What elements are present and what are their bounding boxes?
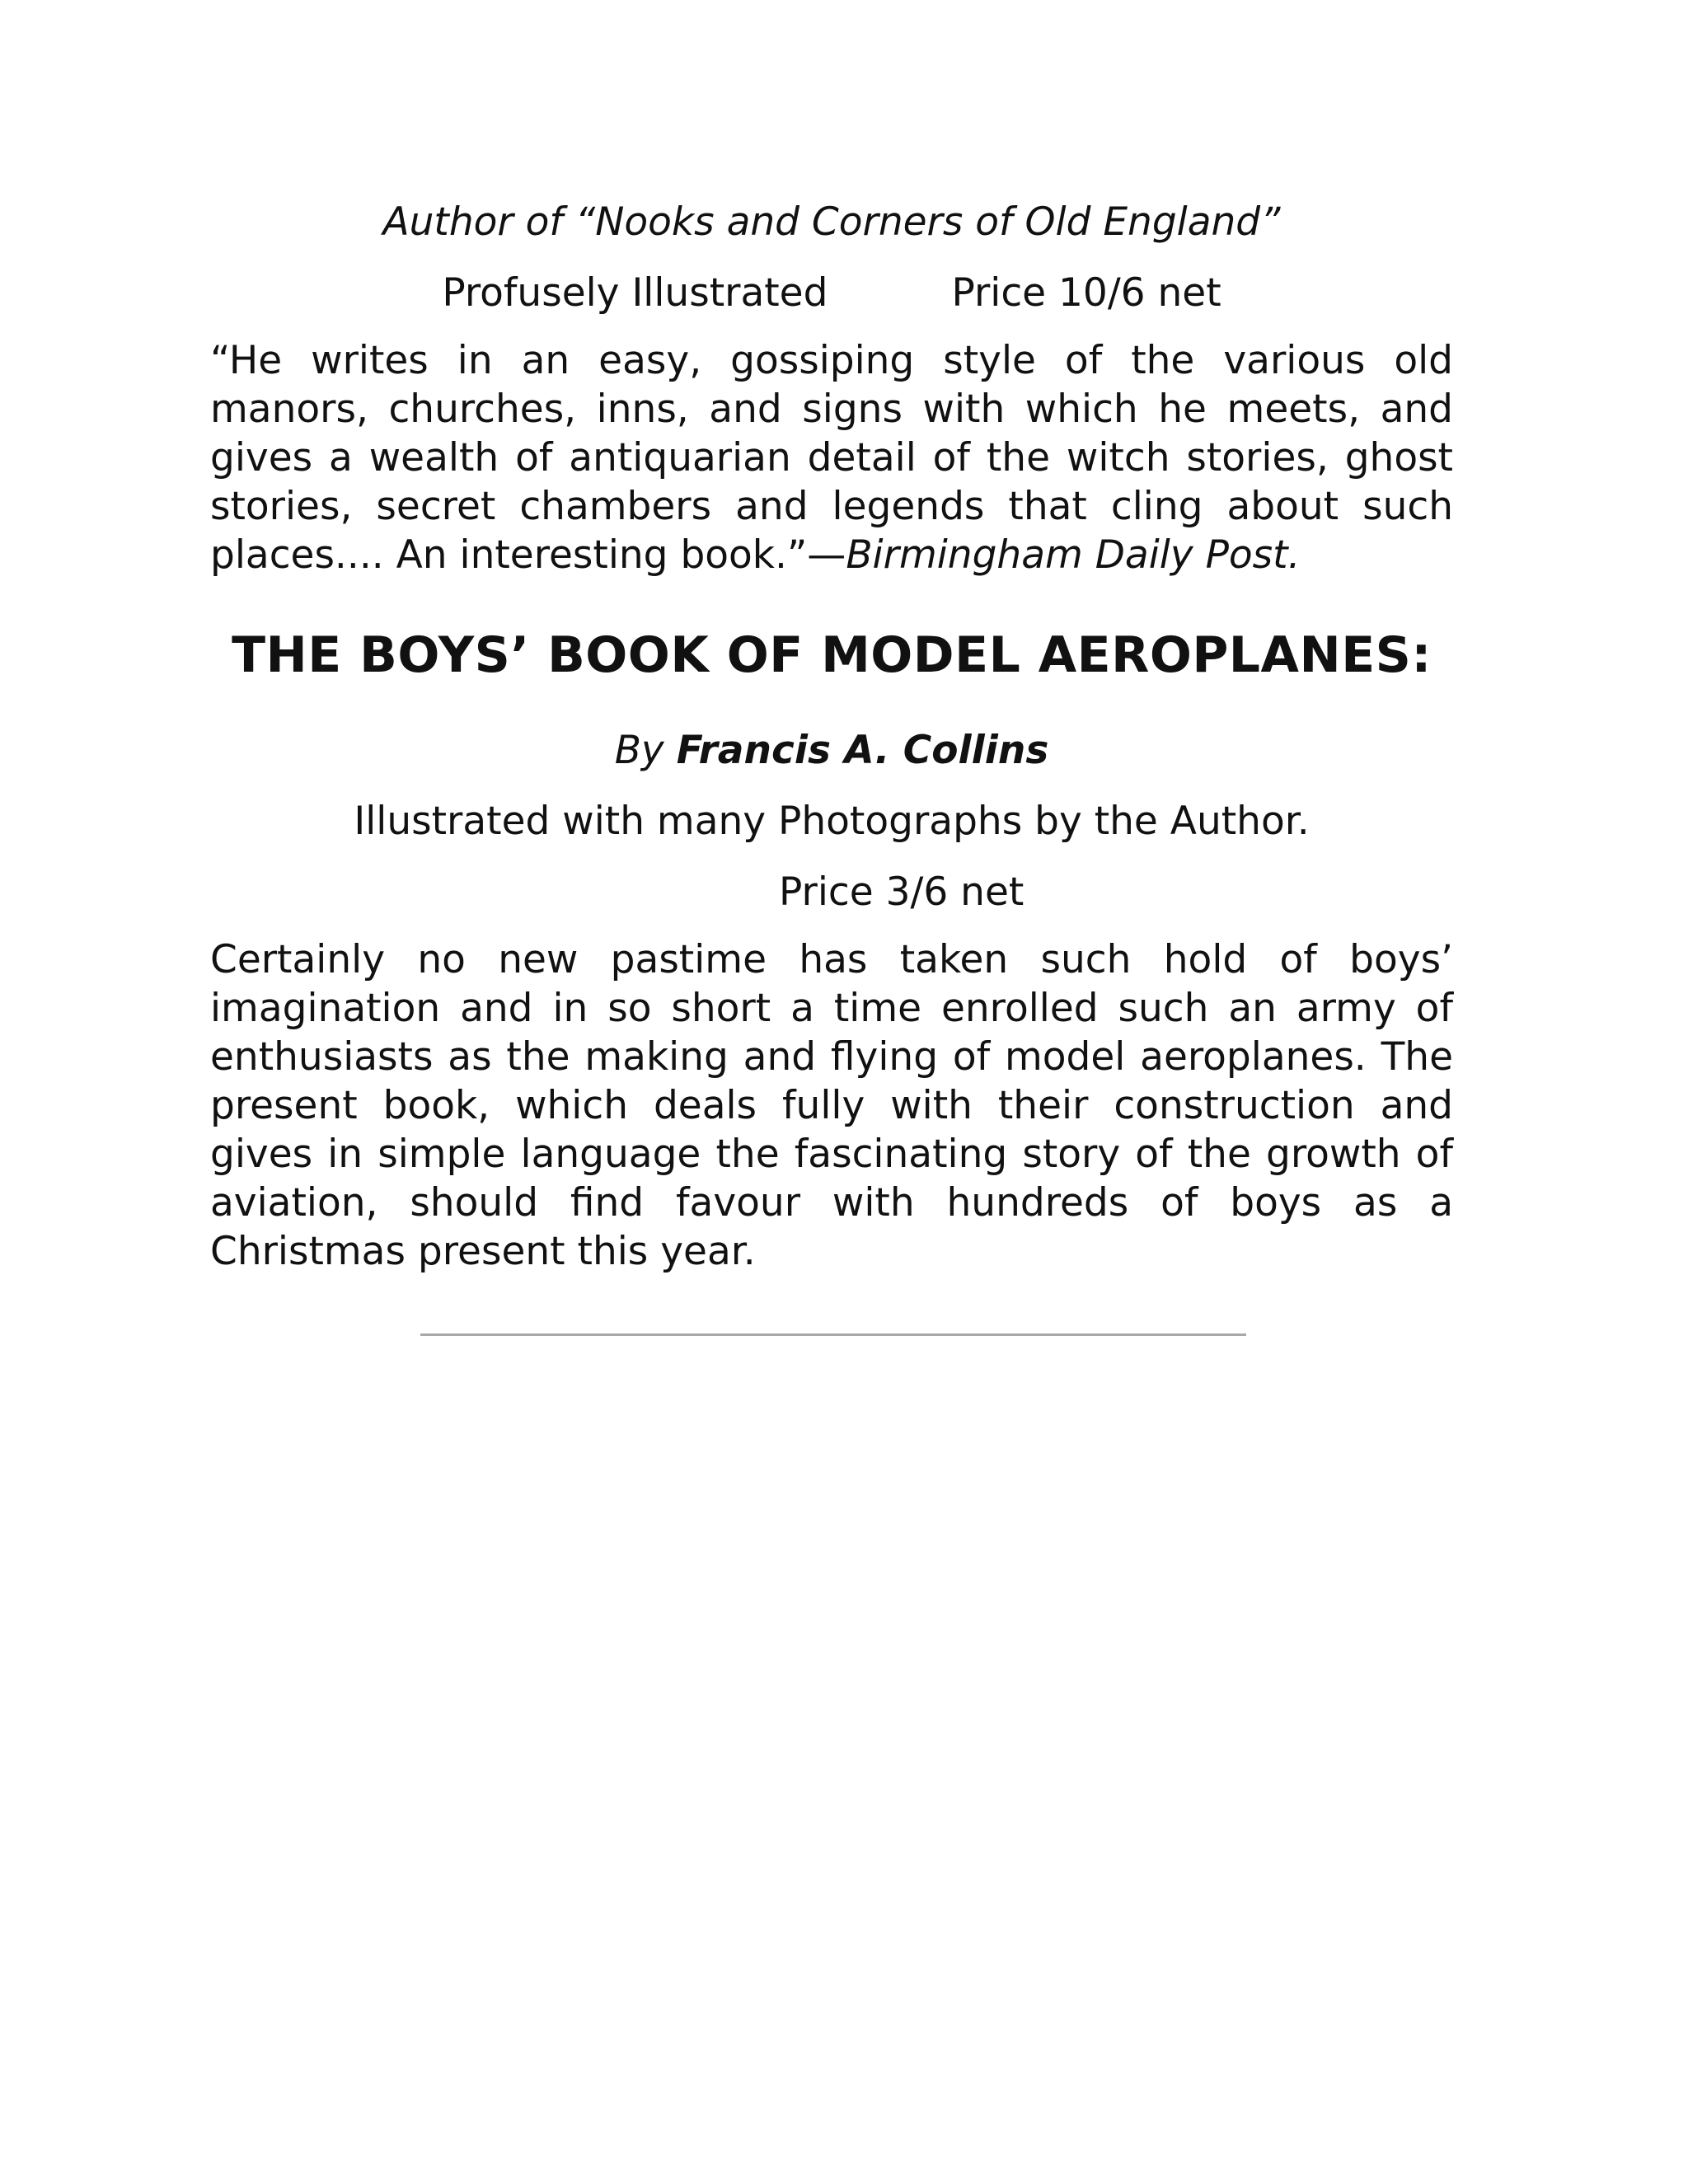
book-description: Certainly no new pastime has taken such hold of boys’ imagination and in so short a time enrolled such an army of enthusiasts as the making and flying of model aeroplanes. The present book, which deals fully with their construction and gives in simple language the fascinating story of the growth of aviation, should find favour with hundreds of boys as a Christmas present this year. <box>210 937 1453 1274</box>
author-name: Francis A. Collins <box>676 728 1049 773</box>
price-label: Price 10/6 net <box>951 270 1221 316</box>
byline <box>210 719 1453 782</box>
review-source: Birmingham Daily Post. <box>846 532 1301 578</box>
author-note: Author of “Nooks and Corners of Old England” <box>382 199 1281 245</box>
book-price: Price 3/6 net <box>779 869 1025 915</box>
review-text: “He writes in an easy, gossiping style of the various old manors, churches, inns, and signs with which he meets, and gives a wealth of antiquarian detail of the witch stories, ghost stories, secret chambers and legends that cling about such places.... An interesting book.”— <box>210 338 1453 578</box>
illustration-note: Illustrated with many Photographs by the Author. <box>354 799 1310 844</box>
illustration-price-line <box>210 262 1453 325</box>
book-title: THE BOYS’ BOOK OF MODEL AEROPLANES: <box>232 626 1432 684</box>
review-quote <box>210 336 1453 579</box>
byline-prefix: By <box>614 728 677 773</box>
horizontal-divider <box>420 1333 1246 1336</box>
document-page <box>210 191 1453 1276</box>
illustrated-label: Profusely Illustrated <box>442 270 828 316</box>
